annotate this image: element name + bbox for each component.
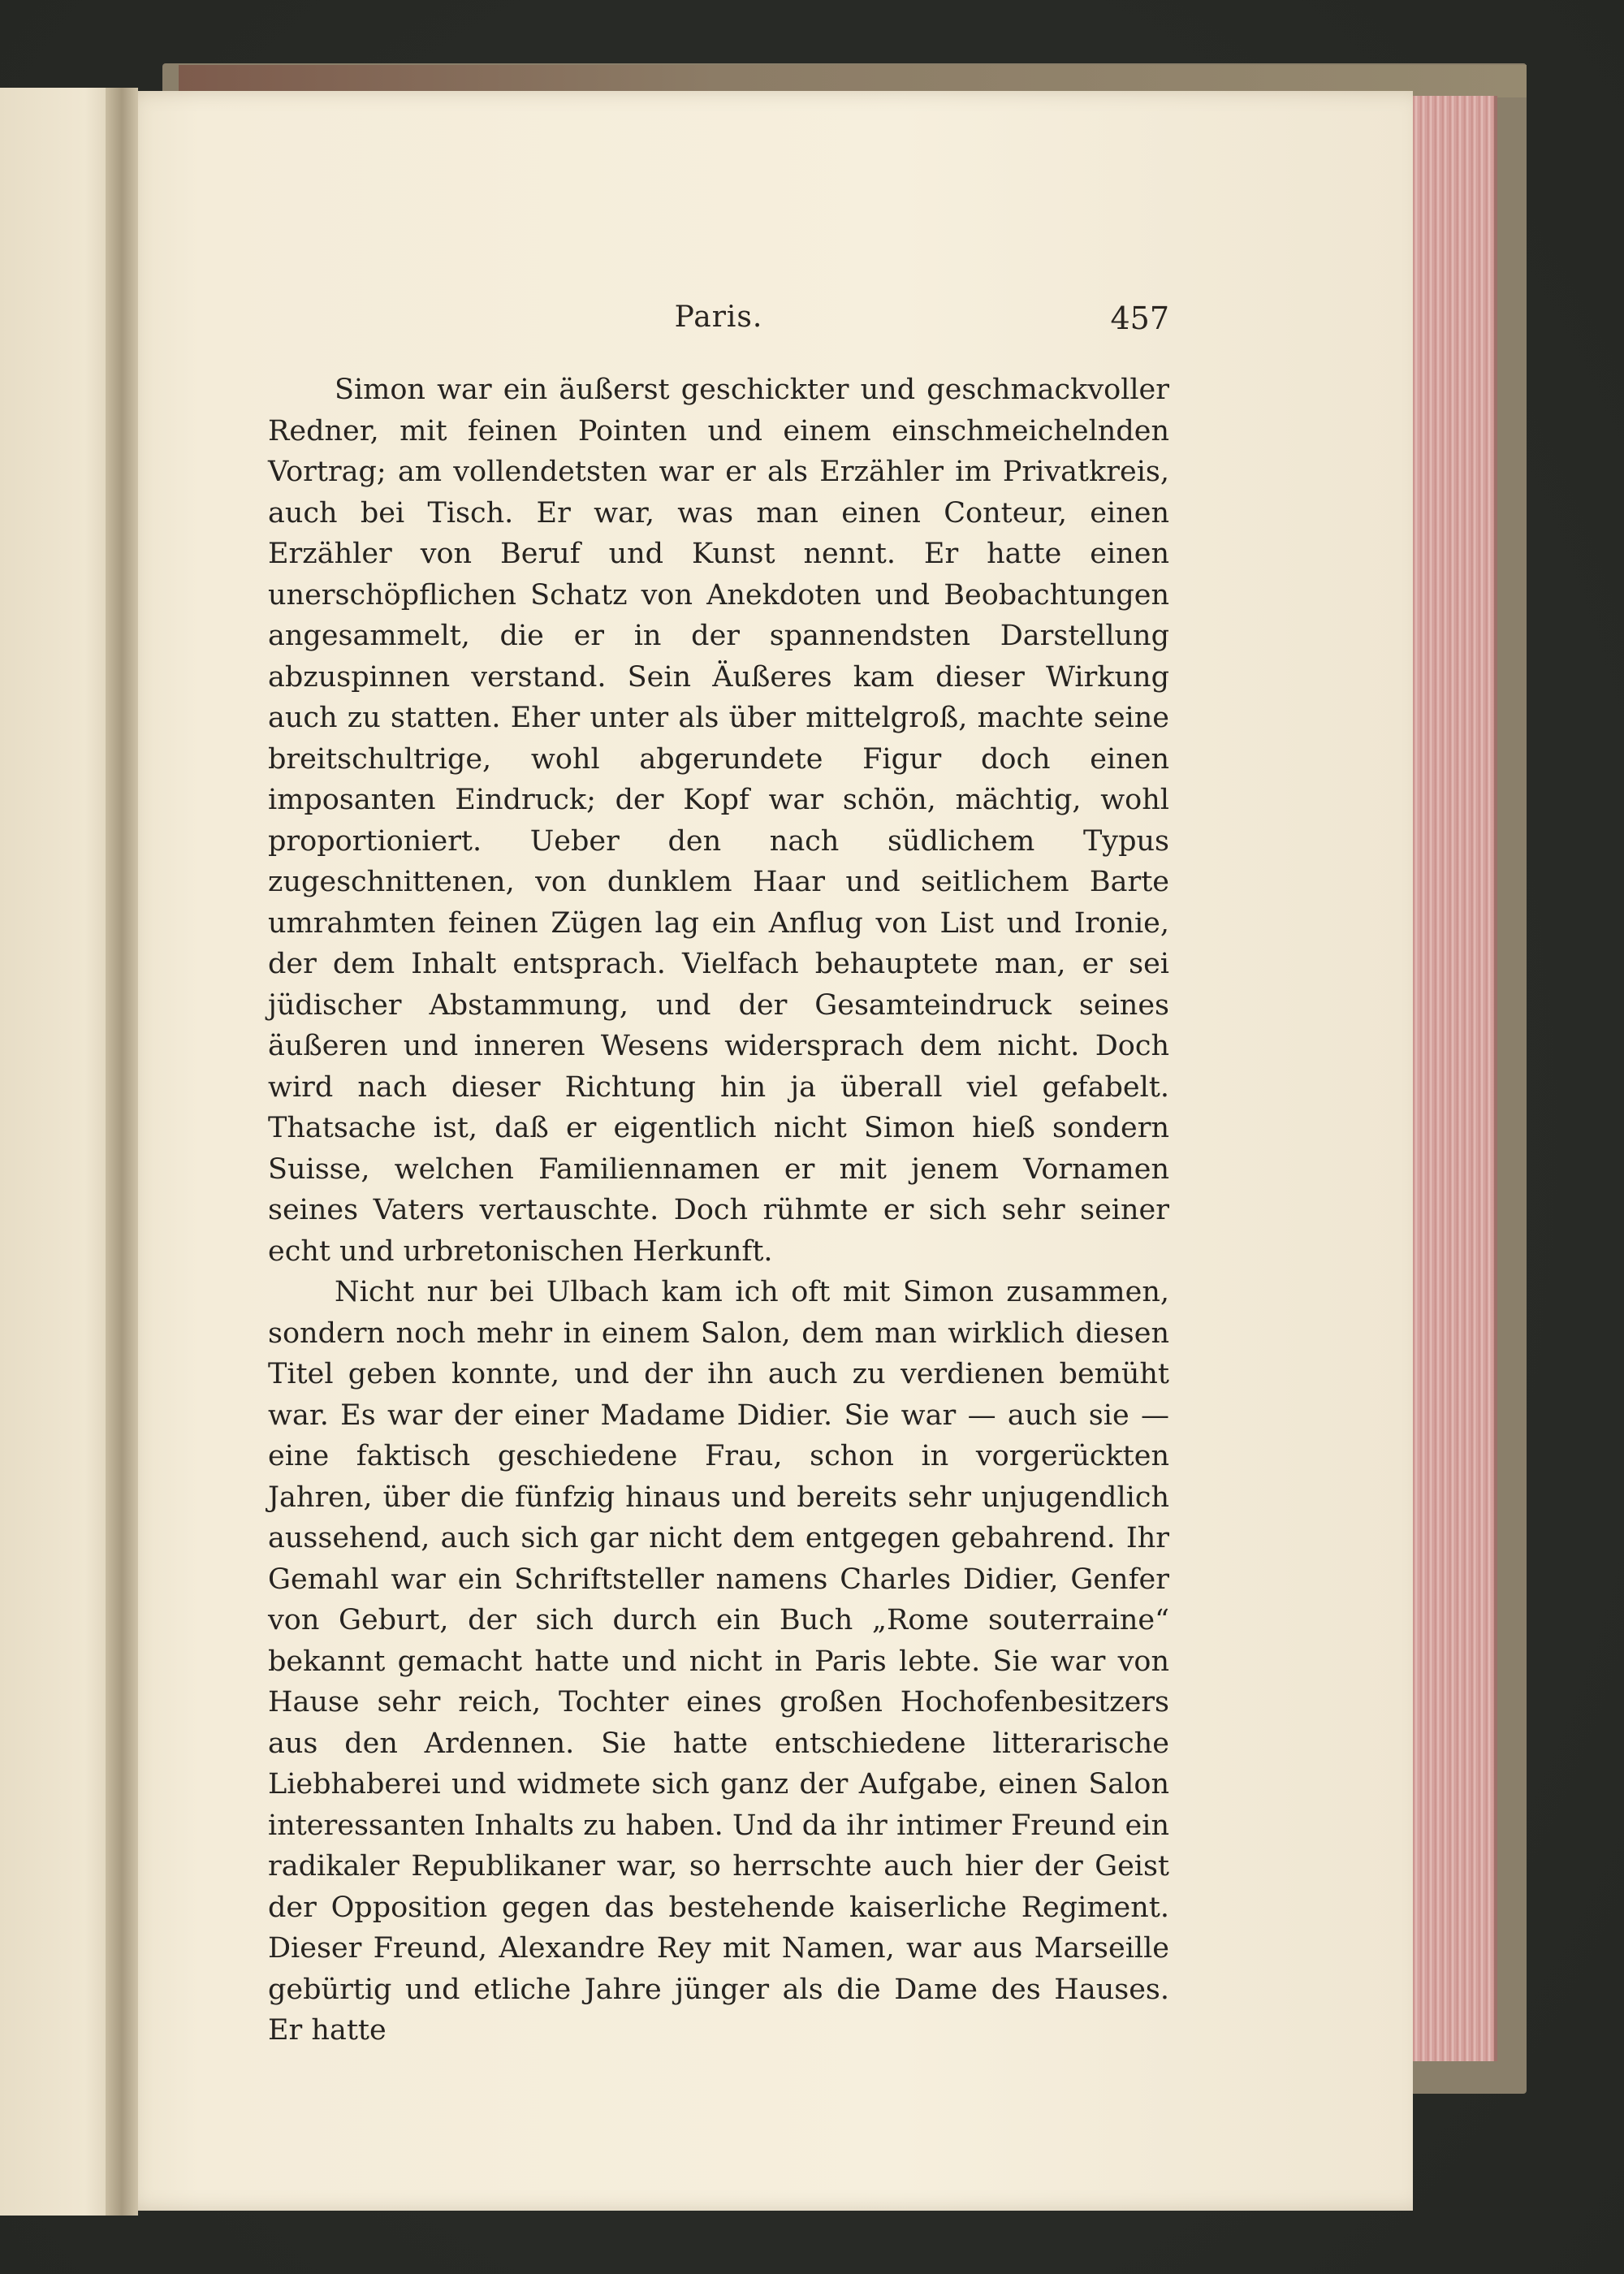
paragraph: Simon war ein äußerst geschickter und geschmackvoller Redner, mit feinen Pointen und einem einschmeichelnden Vortrag; am vollendetsten war er als Erzähler im Privatkreis, auch bei Tisch. Er war, was man einen Conteur, einen Erzähler von Beruf und Kunst nennt. Er hatte einen unerschöpflichen Schatz von Anekdoten und Beobachtungen angesammelt, die er in der spannendsten Darstellung abzuspinnen verstand. Sein Äußeres kam dieser Wirkung auch zu statten. Eher unter als über mittelgroß, machte seine breitschultrige, wohl abgerundete Figur doch einen imposanten Eindruck; der Kopf war schön, mächtig, wohl proportioniert. Ueber den nach südlichem Typus zugeschnittenen, von dunklem Haar und seitlichem Barte umrahmten feinen Zügen lag ein Anflug von List und Ironie, der dem Inhalt entsprach. Vielfach behauptete man, er sei jüdischer Abstammung, und der Gesamteindruck seines äußeren und inneren Wesens widersprach dem nicht. Doch wird nach dieser Richtung hin ja überall viel gefabelt. Thatsache ist, daß er eigentlich nicht Simon hieß sondern Suisse, welchen Familiennamen er mit jenem Vornamen seines Vaters vertauschte. Doch rühmte er sich sehr seiner echt und urbretonischen Herkunft. bbox=[268, 374, 1169, 1268]
book-gutter bbox=[106, 88, 138, 2216]
left-page-edge bbox=[0, 88, 122, 2216]
body-text bbox=[268, 370, 1169, 2051]
page-number: 457 bbox=[1110, 300, 1169, 336]
paragraph: Nicht nur bei Ulbach kam ich oft mit Simon zusammen, sondern noch mehr in einem Salon, dem man wirklich diesen Titel geben konnte, und der ihn auch zu verdienen bemüht war. Es war der einer Madame Didier. Sie war — auch sie — eine faktisch geschiedene Frau, schon in vorgerückten Jahren, über die fünfzig hinaus und bereits sehr unjugendlich aussehend, auch sich gar nicht dem entgegen gebahrend. Ihr Gemahl war ein Schriftsteller namens Charles Didier, Genfer von Geburt, der sich durch ein Buch „Rome souterraine“ bekannt gemacht hatte und nicht in Paris lebte. Sie war von Hause sehr reich, Tochter eines großen Hochofenbesitzers aus den Ardennen. Sie hatte entschiedene litterarische Liebhaberei und widmete sich ganz der Aufgabe, einen Salon interessanten Inhalts zu haben. Und da ihr intimer Freund ein radikaler Republikaner war, so herrschte auch hier der Geist der Opposition gegen das bestehende kaiserliche Regiment. Dieser Freund, Alexandre Rey mit Namen, war aus Marseille gebürtig und etliche Jahre jünger als die Dame des Hauses. Er hatte bbox=[268, 1276, 1169, 2047]
page-header bbox=[268, 300, 1169, 349]
running-head: Paris. bbox=[674, 300, 763, 334]
